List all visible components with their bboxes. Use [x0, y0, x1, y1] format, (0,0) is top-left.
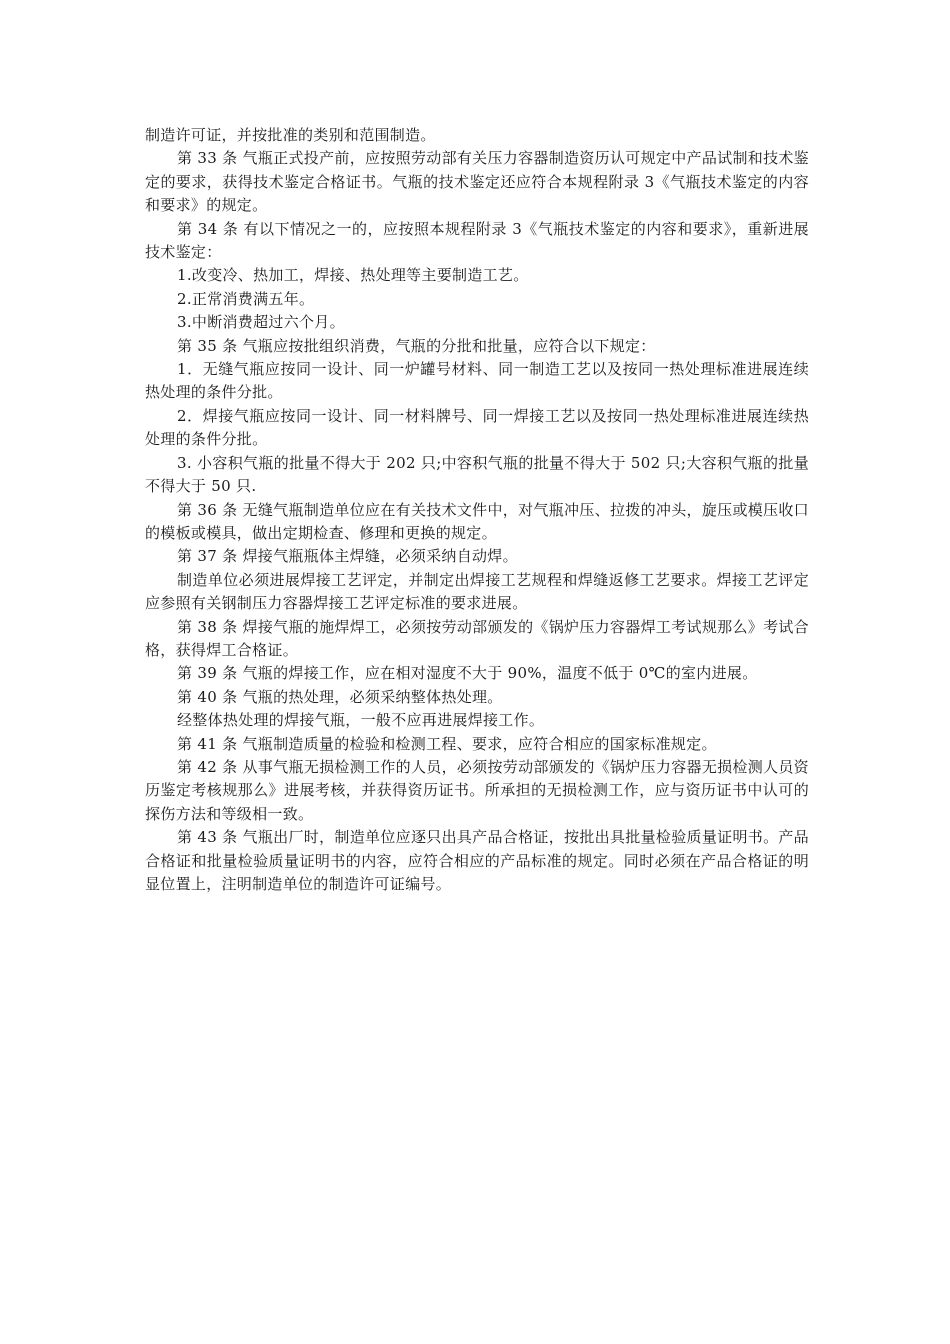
article-40: 第 40 条 气瓶的热处理，必须采纳整体热处理。: [177, 687, 503, 706]
article-36: 第 36 条 无缝气瓶制造单位应在有关技术文件中，对气瓶冲压、拉拨的冲头，旋压或模压收口的模板或模具，做出定期检查、修理和更换的规定。: [145, 500, 809, 542]
article-37: 第 37 条 焊接气瓶瓶体主焊缝，必须采纳自动焊。: [177, 547, 518, 566]
article-34-item-2: 2.正常消费满五年。: [177, 289, 315, 308]
article-34-item-1: 1.改变冷、热加工，焊接、热处理等主要制造工艺。: [177, 266, 529, 285]
article-35-item-1: 1．无缝气瓶应按同一设计、同一炉罐号材料、同一制造工艺以及按同一热处理标准进展连续热处理的条件分批。: [145, 360, 809, 402]
article-38: 第 38 条 焊接气瓶的施焊焊工，必须按劳动部颁发的《锅炉压力容器焊工考试规那么》考试合格，获得焊工合格证。: [145, 617, 809, 659]
article-41: 第 41 条 气瓶制造质量的检验和检测工程、要求，应符合相应的国家标准规定。: [177, 734, 717, 753]
article-37-detail: 制造单位必须进展焊接工艺评定，并制定出焊接工艺规程和焊缝返修工艺要求。焊接工艺评定应参照有关钢制压力容器焊接工艺评定标准的要求进展。: [145, 570, 809, 613]
article-35-item-3: 3. 小容积气瓶的批量不得大于 202 只;中容积气瓶的批量不得大于 502 只;大容积气瓶的批量不得大于 50 只.: [145, 453, 809, 496]
article-42: 第 42 条 从事气瓶无损检测工作的人员，必须按劳动部颁发的《锅炉压力容器无损检测人员资历鉴定考核规那么》进展考核，并获得资历证书。所承担的无损检测工作，应与资历证书中认可的探伤方法和等级相一致。: [145, 757, 809, 823]
article-35: 第 35 条 气瓶应按批组织消费，气瓶的分批和批量，应符合以下规定：: [177, 336, 656, 355]
paragraph-continuation: 制造许可证，并按批准的类别和范围制造。: [145, 126, 436, 144]
article-33: 第 33 条 气瓶正式投产前，应按照劳动部有关压力容器制造资历认可规定中产品试制和技术鉴定的要求，获得技术鉴定合格证书。气瓶的技术鉴定还应符合本规程附录 3《气瓶技术鉴定的内容和要求》的规定。: [145, 149, 809, 215]
article-34: 第 34 条 有以下情况之一的，应按照本规程附录 3《气瓶技术鉴定的内容和要求》，重新进展技术鉴定：: [145, 219, 809, 262]
article-34-item-3: 3.中断消费超过六个月。: [177, 313, 345, 332]
document-body: [145, 124, 809, 896]
article-43: 第 43 条 气瓶出厂时，制造单位应逐只出具产品合格证，按批出具批量检验质量证明书。产品合格证和批量检验质量证明书的内容，应符合相应的产品标准的规定。同时必须在产品合格证的明显位置上，注明制造单位的制造许可证编号。: [145, 828, 809, 893]
article-40-detail: 经整体热处理的焊接气瓶，一般不应再进展焊接工作。: [177, 711, 545, 730]
article-35-item-2: 2．焊接气瓶应按同一设计、同一材料牌号、同一焊接工艺以及按同一热处理标准进展连续热处理的条件分批。: [145, 406, 809, 449]
article-39: 第 39 条 气瓶的焊接工作，应在相对湿度不大于 90%，温度不低于 0℃的室内进展。: [177, 664, 758, 683]
